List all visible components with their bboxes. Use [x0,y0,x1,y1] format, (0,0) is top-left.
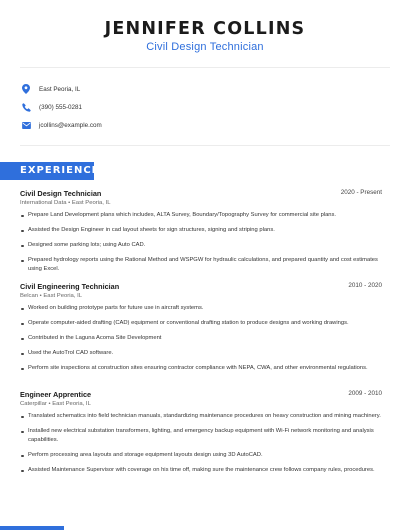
bullet-item: Assisted the Design Engineer in cad layout sheets for sign structures, signing and striping plans. [20,226,382,235]
job-entry [20,390,382,475]
bullet-item: Used the AutoTrol CAD software. [20,349,382,358]
bullet-item: Contributed in the Laguna Acoma Site Development [20,334,382,343]
bullet-item: Designed some parking lots; using Auto CAD. [20,241,382,250]
phone-icon [21,102,31,112]
bullet-item: Translated schematics into field technician manuals, standardizing maintenance procedures on heavy construction and mining machinery. [20,412,382,421]
job-bullets [20,211,382,274]
bullet-item: Worked on building prototype parts for future use in aircraft systems. [20,304,382,313]
job-dates: 2010 - 2020 [348,282,382,289]
resume-name: JENNIFER COLLINS [104,19,306,39]
contact-email [21,120,102,130]
job-title: Civil Engineering Technician [20,282,120,291]
divider [20,145,390,146]
accent-bar [0,526,64,530]
bullet-item: Assisted Maintenance Supervisor with coverage on his time off, making sure the maintenance crew follows company rules, procedures. [20,466,382,475]
divider [20,67,390,68]
location-pin-icon [21,84,31,94]
job-entry [20,282,382,373]
contact-location-text: East Peoria, IL [39,85,81,93]
job-location: East Peoria, IL [43,293,82,299]
job-company: International Data [20,200,67,206]
job-dates: 2020 - Present [340,189,382,196]
contact-location [21,84,80,94]
job-company-line: International Data • East Peoria, IL [20,200,111,206]
job-entry [20,189,382,274]
job-dates: 2009 - 2010 [348,390,382,397]
job-company: Belcan [20,293,39,299]
contact-email-text: jcollins@example.com [39,121,102,129]
job-title: Engineer Apprentice [20,390,92,399]
job-location: East Peoria, IL [71,200,111,206]
contact-phone [21,102,82,112]
bullet-item: Installed new electrical substation transformers, lighting, and emergency backup equipment with Wi-Fi network monitoring and analysis capabilities. [20,427,382,445]
job-company: Caterpillar [20,401,47,407]
job-location: East Peoria, IL [52,401,91,407]
job-bullets [20,304,382,373]
bullet-item: Prepared hydrology reports using the Rational Method and WSPGW for hydraulic calculations, and prepared quantity and cost estimates using Excel. [20,256,382,274]
job-bullets [20,412,382,475]
email-icon [21,120,31,130]
job-company-line: Caterpillar • East Peoria, IL [20,401,91,407]
section-heading-experience: EXPERIENCE [0,162,94,180]
job-title: Civil Design Technician [20,189,102,198]
bullet-item: Prepare Land Development plans which includes, ALTA Survey, Boundary/Topography Survey for commercial site plans. [20,211,382,220]
bullet-item: Operate computer-aided drafting (CAD) equipment or conventional drafting station to produce designs and working drawings. [20,319,382,328]
bullet-item: Perform processing area layouts and storage equipment layouts design using 3D AutoCAD. [20,451,382,460]
bullet-item: Perform site inspections at construction sites ensuring contractor compliance with NEPA, CWA, and other environmental regulations. [20,364,382,373]
resume-role: Civil Design Technician [146,41,264,53]
contact-phone-text: (390) 555-0281 [39,103,83,111]
job-company-line: Belcan • East Peoria, IL [20,293,82,299]
